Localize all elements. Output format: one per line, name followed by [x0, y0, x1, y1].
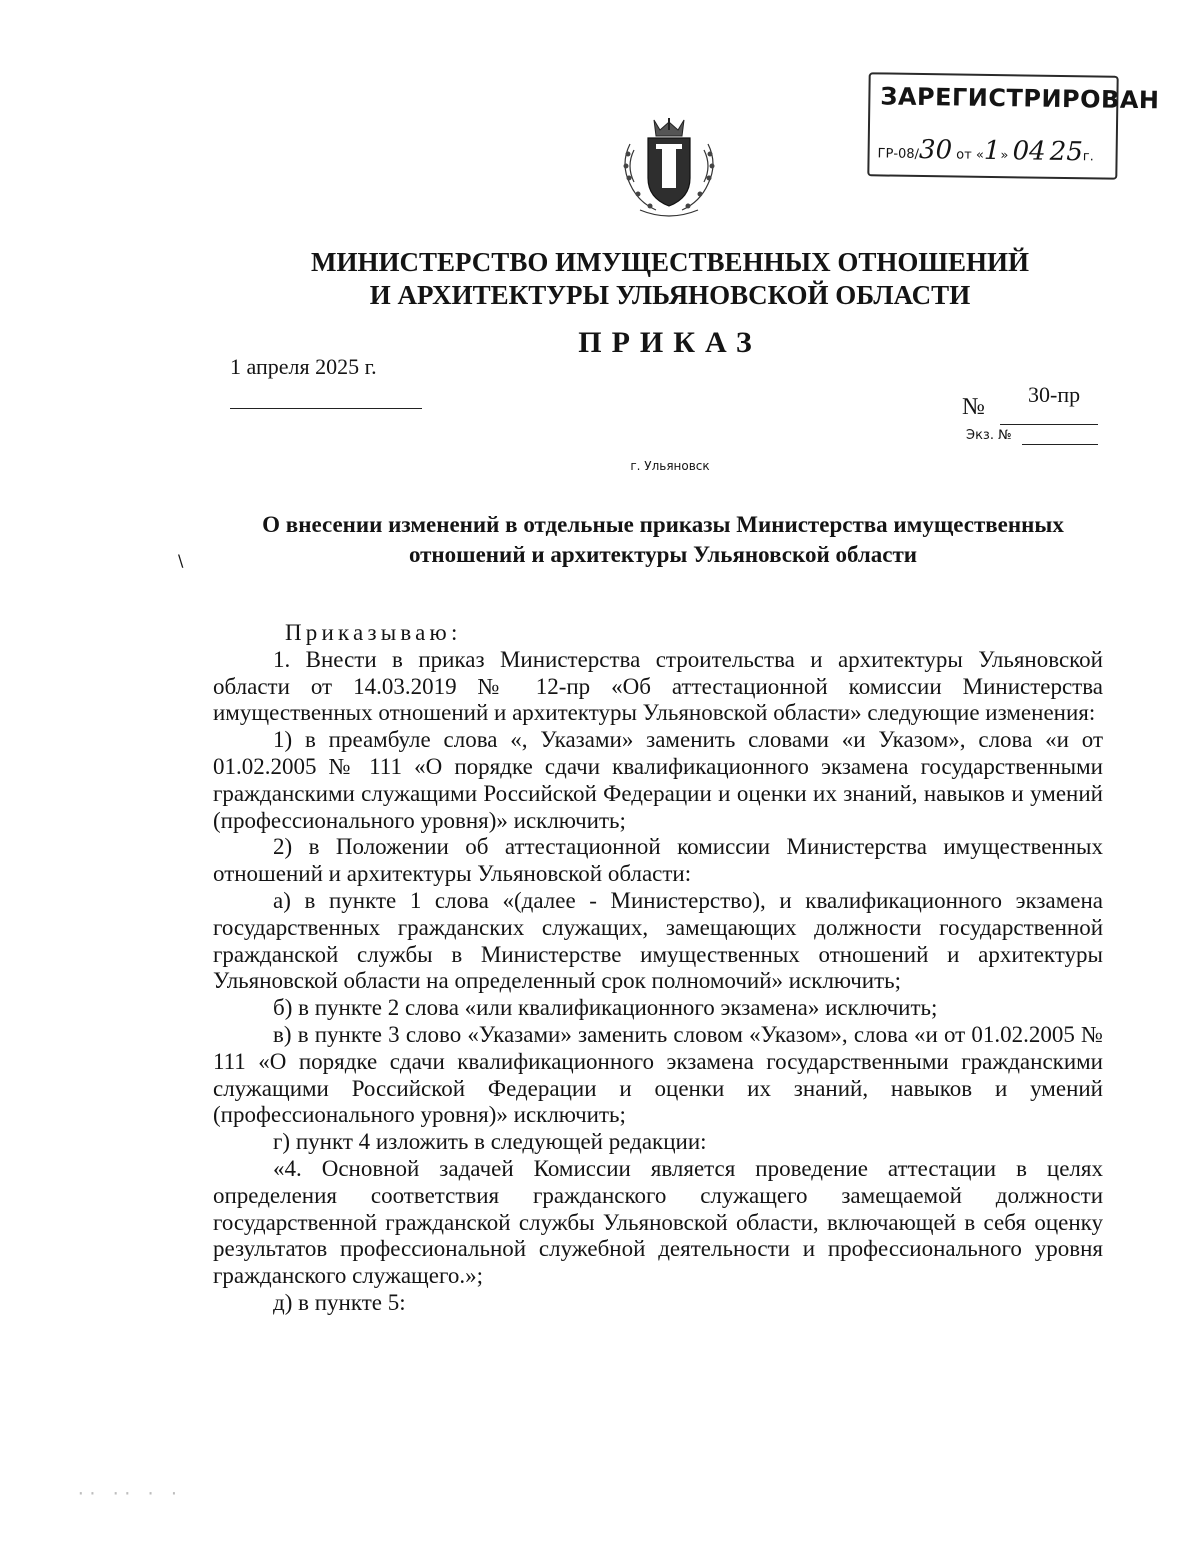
stamp-day: 1 [983, 135, 1001, 167]
paragraph: в) в пункте 3 слово «Указами» заменить словом «Указом», слова «и от 01.02.2005 № 111 «О порядке сдачи квалификационного экзамена государственными гражданскими служащими Российской Федерации и оценки их знаний, навыков и умений (профессионального уровня)» исключить; [213, 1021, 1103, 1128]
paragraph: д) в пункте 5: [273, 1289, 406, 1315]
paragraph: б) в пункте 2 слова «или квалификационного экзамена» исключить; [273, 995, 938, 1021]
city: г. Ульяновск [630, 459, 710, 473]
stamp-year-suffix: г. [1082, 149, 1094, 165]
document-date: 1 апреля 2025 г. [230, 354, 377, 379]
copy-number-label: Экз. № [966, 428, 1012, 443]
scan-artifact: ·· ·· · · [76, 1484, 181, 1503]
stamp-sep: » [1000, 148, 1009, 164]
paragraph: 2) в Положении об аттестационной комиссии Министерства имущественных отношений и архитектуры Ульяновской области: [213, 834, 1103, 887]
document-title [218, 510, 1108, 570]
stamp-registration-line [877, 134, 1094, 167]
paragraph: «4. Основной задачей Комиссии является проведение аттестации в целях определения соответствия гражданского служащего замещаемой должности государственной гражданской службы Ульяновской области, включающей в себя оценку результатов профессиональной служебной деятельности и профессионального уровня гражданского служащего.»; [213, 1155, 1103, 1289]
paragraph: а) в пункте 1 слова «(далее - Министерство), и квалификационного экзамена государственных гражданских служащих, замещающих должности государственной гражданской службы в Министерстве имущественных отношений и архитектуры Ульяновской области на определенный срок полномочий» исключить; [213, 887, 1103, 994]
date-underline [230, 408, 422, 409]
copy-number-underline [1022, 444, 1098, 445]
ministry-line-1: МИНИСТЕРСТВО ИМУЩЕСТВЕННЫХ ОТНОШЕНИЙ [310, 247, 1030, 277]
document-type: ПРИКАЗ [578, 326, 762, 359]
ministry-line-2: И АРХИТЕКТУРЫ УЛЬЯНОВСКОЙ ОБЛАСТИ [369, 280, 971, 310]
stamp-prefix: ГР-08/ [877, 146, 920, 162]
paragraph: 1) в преамбуле слова «, Указами» заменить словами «и Указом», слова «и от 01.02.2005 № 111 «О порядке сдачи квалификационного экзамена государственными гражданскими служащими Российской Федерации и оценки их знаний, навыков и умений (профессионального уровня)» исключить; [213, 727, 1103, 833]
margin-mark: \ [178, 551, 184, 570]
intro-line: Приказываю: [285, 620, 462, 645]
document-number: 30-пр [1028, 382, 1081, 407]
stamp-number: 30 [918, 134, 953, 166]
document-body [213, 620, 1103, 1317]
paragraph: г) пункт 4 изложить в следующей редакции: [273, 1129, 707, 1155]
stamp-ot-label: от « [956, 147, 984, 163]
number-sign: № [962, 394, 985, 420]
ministry-name [200, 246, 1140, 312]
coat-of-arms-icon [616, 114, 722, 222]
paragraph: 1. Внести в приказ Министерства строительства и архитектуры Ульяновской области от 14.03.2019 № 12-пр «Об аттестационной комиссии Министерства имущественных отношений и архитектуры Ульяновской области» следующие изменения: [213, 646, 1103, 726]
number-underline [1000, 424, 1098, 425]
stamp-month: 04 [1012, 136, 1046, 167]
title-line-1: О внесении изменений в отдельные приказы Министерства имущественных [262, 512, 1064, 537]
title-line-2: отношений и архитектуры Ульяновской области [408, 542, 918, 567]
registration-stamp [867, 72, 1160, 179]
stamp-year: 25 [1049, 136, 1084, 168]
stamp-title: ЗАРЕГИСТРИРОВАН [880, 82, 1160, 115]
